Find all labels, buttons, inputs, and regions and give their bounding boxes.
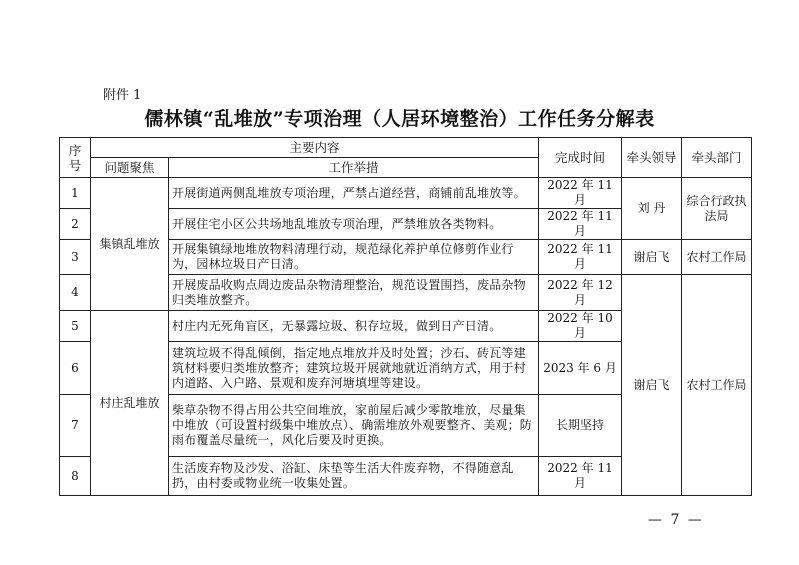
- row-seq: 8: [60, 457, 91, 496]
- problem-town: 集镇乱堆放: [91, 178, 169, 311]
- row-deadline: 长期坚持: [539, 395, 622, 457]
- page-number: — 7 —: [648, 512, 704, 528]
- header-problem: 问题聚焦: [91, 158, 169, 178]
- header-measures: 工作举措: [169, 158, 539, 178]
- document-title: 儒林镇“乱堆放”专项治理（人居环境整治）工作任务分解表: [144, 108, 655, 130]
- row-deadline: 2022 年 10 月: [539, 311, 622, 342]
- header-main-content: 主要内容: [91, 138, 539, 158]
- header-leader: 牵头领导: [622, 138, 682, 178]
- problem-village: 村庄乱堆放: [91, 311, 169, 496]
- row-seq: 1: [60, 178, 91, 209]
- row-deadline: 2022 年 11 月: [539, 240, 622, 275]
- leader-a: 刘 丹: [622, 178, 682, 240]
- row-deadline: 2022 年 11 月: [539, 178, 622, 209]
- department-c: 农村工作局: [682, 275, 752, 496]
- row-seq: 2: [60, 209, 91, 240]
- row-deadline: 2023 年 6 月: [539, 342, 622, 395]
- row-seq: 7: [60, 395, 91, 457]
- department-a: 综合行政执法局: [682, 178, 752, 240]
- task-table: [59, 137, 752, 496]
- leader-b: 谢启飞: [622, 240, 682, 275]
- row-task: 开展街道两侧乱堆放专项治理，严禁占道经营，商铺前乱堆放等。: [169, 178, 539, 209]
- department-b: 农村工作局: [682, 240, 752, 275]
- row-task: 开展集镇绿地堆放物料清理行动，规范绿化养护单位修剪作业行为，园林垃圾日产日清。: [169, 240, 539, 275]
- attachment-label: 附件 1: [103, 88, 142, 103]
- row-task: 开展住宅小区公共场地乱堆放专项治理，严禁堆放各类物料。: [169, 209, 539, 240]
- row-task: 建筑垃圾不得乱倾倒，指定地点堆放并及时处置；沙石、砖瓦等建筑材料要归类堆放整齐；建筑垃圾开展就地就近消纳方式，用于村内道路、入户路、景观和废弃河塘填埋等建设。: [169, 342, 539, 395]
- row-task: 村庄内无死角盲区，无暴露垃圾、积存垃圾，做到日产日清。: [169, 311, 539, 342]
- header-deadline: 完成时间: [539, 138, 622, 178]
- row-task: 生活废弃物及沙发、浴缸、床垫等生活大件废弃物，不得随意乱扔，由村委或物业统一收集处置。: [169, 457, 539, 496]
- row-task: 柴草杂物不得占用公共空间堆放，家前屋后减少零散堆放，尽量集中堆放（可设置村级集中堆放点）、确需堆放外观要整齐、美观；防雨布覆盖尽量统一，风化后要及时更换。: [169, 395, 539, 457]
- header-seq: 序号: [60, 138, 91, 178]
- table-row: [60, 178, 752, 209]
- leader-c: 谢启飞: [622, 275, 682, 496]
- row-deadline: 2022 年 12 月: [539, 275, 622, 311]
- row-seq: 3: [60, 240, 91, 275]
- header-department: 牵头部门: [682, 138, 752, 178]
- row-task: 开展废品收购点周边废品杂物清理整治，规范设置围挡，废品杂物归类堆放整齐。: [169, 275, 539, 311]
- row-seq: 6: [60, 342, 91, 395]
- row-seq: 4: [60, 275, 91, 311]
- row-deadline: 2022 年 11 月: [539, 209, 622, 240]
- row-deadline: 2022 年 11 月: [539, 457, 622, 496]
- row-seq: 5: [60, 311, 91, 342]
